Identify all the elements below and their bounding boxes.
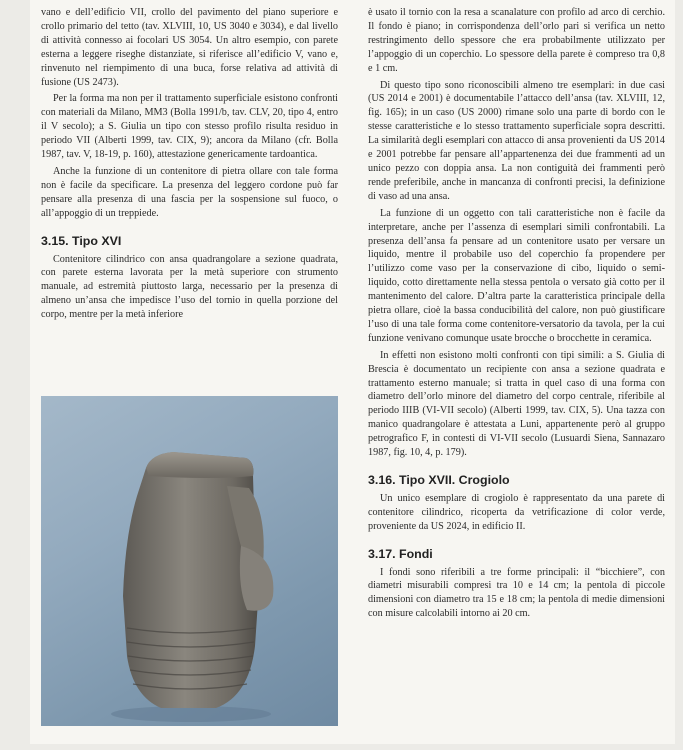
paragraph: Di questo tipo sono riconoscibili almeno tre esemplari: in due casi (US 2014 e 2001) è documentabile l’attacco dell’ansa (tav. XLVIII, 12, fig. 165); in un caso (US 2000) rimane solo una parte di bordo con le stesse caratteristiche e lo stesso trattamento superficiale sopra descritti. La similarità degli esemplari con attacco di ansa provenienti da US 2014 e 2001 potrebbe far pensare all’appartenenza dei due frammenti ad un unico pezzo con doppia ansa. La non contiguità dei frammenti però rende preferibile, anche in mancanza di confronti precisi, la definizione di vaso ad una ansa. <box>368 79 665 202</box>
section-heading-3-15: 3.15. Tipo XVI <box>41 233 122 248</box>
paragraph: vano e dell’edificio VII, crollo del pavimento del piano superiore e crollo primario del tetto (tav. XLVIII, 10, US 3040 e 3034), e dal livello di attività connesso ai focolari US 3054. Un altro esempio, con parete esterna a leggere riseghe distanziate, si riferisce all’edificio V, vano e, rinvenuto nel riempimento di una buca, forse relativa ad attività di fusione (US 2473). <box>41 7 338 88</box>
vessel-photo <box>41 396 338 726</box>
section-heading-3-16: 3.16. Tipo XVII. Crogiolo <box>368 473 510 487</box>
section-heading-3-17: 3.17. Fondi <box>368 546 433 561</box>
paragraph: La funzione di un oggetto con tali caratteristiche non è facile da interpretare, anche per l’assenza di esemplari simili confrontabili. La presenza dell’ansa fa pensare ad un contenitore usato per versare un liquido, mentre il probabile uso del coperchio fa propendere per l’utilizzo come vaso per la conservazione di cibo, liquido o semi-liquido, cotto direttamente nella stessa pentola o versato già cotto per il mantenimento del calore. D’altra parte la caratteristica principale della pietra ollare, cioè la bassa conducibilità del calore, non può giustificare l’uso di una tale forma come contenitore-versatorio da tavola, per la cui funzione venivano comunque usate brocche o brocchette in ceramica. <box>368 207 665 344</box>
document-page <box>30 0 675 744</box>
paragraph: I fondi sono riferibili a tre forme principali: il “bicchiere”, con diametri misurabili compresi tra 10 e 14 cm; la pentola di piccole dimensioni con diametro tra 15 e 18 cm; la pentola di medie dimensioni con misure calcolabili intorno ai 20 cm. <box>368 566 665 620</box>
paragraph: Per la forma ma non per il trattamento superficiale esistono confronti con materiali da Milano, MM3 (Bolla 1991/b, tav. CLV, 20, tipo 4, entro il V secolo); a S. Giulia un tipo con stesso profilo risulta residuo in periodo VII (Alberti 1999, tav. CIX, 9); ancora da Milano (cfr. Bolla 1987, tav. V, 18-19, p. 160), attestazione genericamente tardoantica. <box>41 93 338 161</box>
left-column <box>41 6 338 325</box>
paragraph: Contenitore cilindrico con ansa quadrangolare a sezione quadrata, con parete esterna lavorata per la metà superiore con strumento manuale, ad estremità piuttosto larga, necessario per la presenza di almeno un’ansa che impedisce l’uso del tornio in quella porzione del corpo, mentre per la metà inferiore <box>41 253 338 321</box>
paragraph: In effetti non esistono molti confronti con tipi simili: a S. Giulia di Brescia è documentato un recipiente con ansa a sezione quadrata e trattamento esterno manuale; si tratta in quel caso di una forma con diametro dell’orlo minore del diametro del corpo centrale, riferibile al periodo IIIB (VI-VII secolo) (Alberti 1999, tav. CIX, 5). Una tazza con manico quadrangolare è attestata a Luni, appartenente però al gruppo petrografico F, in contesti di VI-VII secolo (Lusuardi Siena, Sannazaro 1987, fig. 10, 4, p. 179). <box>368 349 665 459</box>
paragraph: è usato il tornio con la resa a scanalature con profilo ad arco di cerchio. Il fondo è piano; in corrispondenza dell’orlo pari si verifica un netto restringimento dello spessore che era probabilmente utilizzato per l’appoggio di un coperchio. Lo spessore della parete è compreso tra 0,8 e 1 cm. <box>368 7 665 74</box>
right-column <box>368 6 665 624</box>
soapstone-vessel-fragment-icon <box>41 396 338 726</box>
paragraph: Un unico esemplare di crogiolo è rappresentato da una parete di contenitore cilindrico, ricoperta da vetrificazione di color verde, proveniente da US 2024, in edificio II. <box>368 492 665 532</box>
paragraph: Anche la funzione di un contenitore di pietra ollare con tale forma non è facile da specificare. La presenza del leggero cordone può far pensare alla presenza di una fascia per la sospensione sul fuoco, o all’appoggio di un treppiede. <box>41 165 338 219</box>
